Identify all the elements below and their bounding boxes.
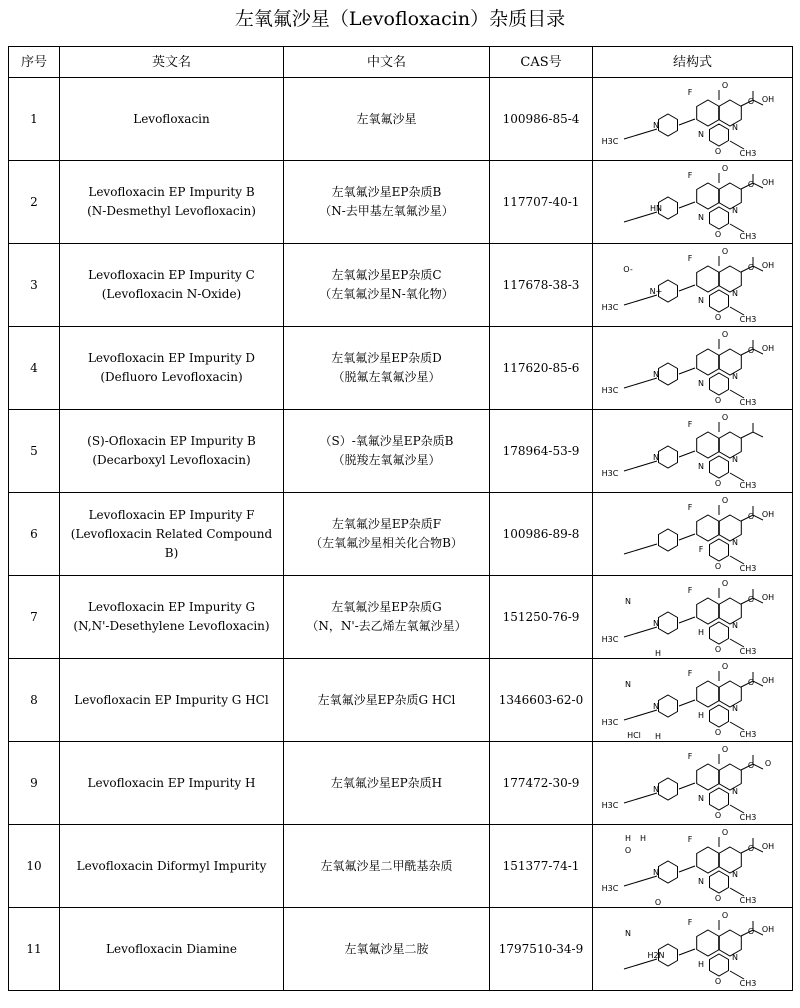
atom-label: OH [761, 261, 774, 270]
header-index: 序号 [9, 47, 60, 78]
levofloxacin-n-oxide-structure-icon [598, 245, 788, 325]
structure-cell [593, 659, 793, 742]
atom-label: O [747, 844, 754, 853]
structure-cell [593, 327, 793, 410]
table-row [9, 410, 793, 493]
cas-number: 151377-74-1 [490, 825, 593, 908]
atom-label: F [687, 669, 692, 678]
structure-cell [593, 244, 793, 327]
structure-cell [593, 742, 793, 825]
atom-label: N [697, 877, 704, 886]
atom-label: N [731, 455, 738, 464]
atom-label: OH [761, 676, 774, 685]
atom-label: H3C [601, 635, 618, 644]
cas-number: 117620-85-6 [490, 327, 593, 410]
english-name: Levofloxacin EP Impurity H [87, 775, 256, 790]
english-name-cell [60, 742, 284, 825]
atom-label: F [687, 752, 692, 761]
cas-number: 117678-38-3 [490, 244, 593, 327]
atom-label: F [687, 420, 692, 429]
atom-label: O [654, 898, 661, 906]
table-row [9, 659, 793, 742]
english-name-cell [60, 244, 284, 327]
decarboxyl-levofloxacin-structure-icon [598, 411, 788, 491]
cas-number: 178964-53-9 [490, 410, 593, 493]
atom-label: O [714, 147, 721, 156]
atom-label: H3C [601, 303, 618, 312]
atom-label: CH3 [739, 647, 756, 656]
atom-label: CH3 [739, 564, 756, 573]
atom-label: N [624, 597, 631, 606]
structure-cell [593, 493, 793, 576]
table-row [9, 78, 793, 161]
atom-label: O [714, 313, 721, 322]
atom-label: H [697, 628, 704, 637]
row-index: 8 [9, 659, 60, 742]
atom-label: O [747, 180, 754, 189]
english-name: Levofloxacin EP Impurity G [87, 600, 256, 614]
chinese-alias: （N，N'-去乙烯左氧氟沙星） [306, 619, 467, 633]
salt-label: HCl [626, 731, 641, 740]
atom-label: O [714, 894, 721, 903]
atom-label: CH3 [739, 315, 756, 324]
atom-label: O [721, 81, 728, 90]
atom-label: F [698, 545, 703, 554]
cas-number: 1346603-62-0 [490, 659, 593, 742]
atom-label: N [697, 379, 704, 388]
atom-label: N [652, 370, 659, 379]
atom-label: H3C [601, 469, 618, 478]
chinese-name-cell [284, 576, 490, 659]
atom-label: O [747, 97, 754, 106]
english-alias: (N,N'-Desethylene Levofloxacin) [73, 619, 270, 633]
atom-label: O [721, 496, 728, 505]
atom-label: H3C [601, 718, 618, 727]
atom-label: H3C [601, 884, 618, 893]
atom-label: CH3 [739, 896, 756, 905]
atom-label: O [714, 728, 721, 737]
atom-label: O [747, 263, 754, 272]
atom-label: N [731, 372, 738, 381]
atom-label: F [687, 254, 692, 263]
chinese-alias: （脱氟左氧氟沙星） [332, 370, 441, 384]
chinese-name: 左氧氟沙星EP杂质G HCl [317, 692, 456, 707]
chinese-name-cell [284, 493, 490, 576]
english-name: (S)-Ofloxacin EP Impurity B [87, 434, 256, 448]
atom-label: N [624, 680, 631, 689]
atom-label: OH [761, 510, 774, 519]
atom-label: N [697, 213, 704, 222]
atom-label: OH [761, 593, 774, 602]
chinese-name-cell [284, 78, 490, 161]
atom-label: CH3 [739, 979, 756, 988]
atom-label: F [687, 918, 692, 927]
atom-label: CH3 [739, 149, 756, 158]
atom-label: O [721, 911, 728, 920]
english-name: Levofloxacin EP Impurity C [88, 268, 255, 282]
atom-label: F [687, 835, 692, 844]
english-alias: (Decarboxyl Levofloxacin) [92, 453, 251, 467]
atom-label: HN [649, 204, 662, 213]
atom-label: O [747, 927, 754, 936]
chinese-alias: （左氧氟沙星相关化合物B） [310, 536, 463, 550]
atom-label: O [721, 413, 728, 422]
atom-label: H3C [601, 386, 618, 395]
atom-label: O [714, 811, 721, 820]
header-cas-number: CAS号 [490, 47, 593, 78]
atom-label: OH [761, 925, 774, 934]
atom-label: O [721, 330, 728, 339]
levofloxacin-ethyl-ester-structure-icon [598, 743, 788, 823]
page-title: 左氧氟沙星（Levofloxacin）杂质目录 [234, 8, 566, 30]
atom-label: N [697, 130, 704, 139]
desethylene-levofloxacin-structure-icon [598, 577, 788, 657]
atom-label: O [764, 759, 771, 768]
atom-label: F [687, 171, 692, 180]
english-name: Levofloxacin EP Impurity B [88, 185, 255, 199]
chinese-name: 左氧氟沙星二胺 [344, 941, 429, 956]
row-index: 7 [9, 576, 60, 659]
english-name-cell [60, 493, 284, 576]
cas-number: 100986-89-8 [490, 493, 593, 576]
cas-number: 177472-30-9 [490, 742, 593, 825]
row-index: 5 [9, 410, 60, 493]
atom-label: N [652, 785, 659, 794]
cas-number: 100986-85-4 [490, 78, 593, 161]
atom-label: N [731, 953, 738, 962]
header-english-name: 英文名 [60, 47, 284, 78]
atom-label: H2N [646, 951, 665, 960]
atom-label: OH [761, 178, 774, 187]
atom-label: O [747, 512, 754, 521]
row-index: 4 [9, 327, 60, 410]
atom-label: N [697, 296, 704, 305]
atom-label: H3C [601, 137, 618, 146]
atom-label: CH3 [739, 730, 756, 739]
structure-cell [593, 161, 793, 244]
row-index: 10 [9, 825, 60, 908]
desethylene-levofloxacin-hcl-structure-icon [598, 660, 788, 740]
atom-label: CH3 [739, 232, 756, 241]
english-name-cell [60, 908, 284, 991]
atom-label: H [654, 732, 661, 740]
chinese-name-cell [284, 742, 490, 825]
chinese-name-cell [284, 410, 490, 493]
english-name: Levofloxacin EP Impurity F [88, 507, 255, 522]
atom-label: O [714, 562, 721, 571]
atom-label: N [652, 453, 659, 462]
atom-label: F [687, 88, 692, 97]
chinese-name-cell [284, 659, 490, 742]
atom-label: O [721, 247, 728, 256]
english-name: Levofloxacin EP Impurity D [87, 351, 256, 365]
chinese-alias: （左氧氟沙星N-氧化物） [319, 287, 454, 301]
table-row [9, 825, 793, 908]
atom-label: N [731, 704, 738, 713]
atom-label: CH3 [739, 813, 756, 822]
english-name-cell [60, 327, 284, 410]
defluoro-levofloxacin-structure-icon [598, 328, 788, 408]
atom-label: N [731, 870, 738, 879]
row-index: 1 [9, 78, 60, 161]
atom-label: O [721, 745, 728, 754]
chinese-alias: （N-去甲基左氧氟沙星） [319, 204, 454, 218]
english-alias: (Levofloxacin Related Compound B) [70, 526, 273, 560]
atom-label: N [652, 868, 659, 877]
english-name-cell [60, 576, 284, 659]
english-name: Levofloxacin Diformyl Impurity [76, 858, 267, 873]
chinese-name: 左氧氟沙星EP杂质G [331, 600, 442, 614]
english-name-cell [60, 410, 284, 493]
atom-label: F [687, 586, 692, 595]
table-row [9, 327, 793, 410]
atom-label: O [747, 678, 754, 687]
atom-label: O [721, 662, 728, 671]
atom-label: O [714, 230, 721, 239]
row-index: 3 [9, 244, 60, 327]
atom-label: H [697, 711, 704, 720]
table-row [9, 244, 793, 327]
row-index: 6 [9, 493, 60, 576]
atom-label: F [687, 503, 692, 512]
atom-label: OH [761, 344, 774, 353]
english-alias: (N-Desmethyl Levofloxacin) [87, 204, 256, 218]
cas-number: 1797510-34-9 [490, 908, 593, 991]
atom-label: N [731, 621, 738, 630]
atom-label: H [624, 834, 631, 843]
structure-cell [593, 78, 793, 161]
n-desmethyl-levofloxacin-structure-icon [598, 162, 788, 242]
chinese-name: 左氧氟沙星EP杂质C [331, 268, 442, 282]
atom-label: O [714, 396, 721, 405]
header-chinese-name: 中文名 [284, 47, 490, 78]
chinese-name-cell [284, 244, 490, 327]
levofloxacin-structure-icon [598, 79, 788, 159]
difluoro-quinolone-structure-icon [598, 494, 788, 574]
atom-label: H [654, 649, 661, 657]
chinese-name: （S）-氧氟沙星EP杂质B [319, 434, 454, 448]
atom-label: H [697, 960, 704, 969]
row-index: 2 [9, 161, 60, 244]
atom-label: N [652, 619, 659, 628]
english-name-cell [60, 659, 284, 742]
structure-cell [593, 908, 793, 991]
chinese-name: 左氧氟沙星EP杂质D [331, 351, 442, 365]
atom-label: O [624, 846, 631, 855]
atom-label: O [714, 479, 721, 488]
chinese-alias: （脱羧左氧氟沙星） [332, 453, 441, 467]
atom-label: H3C [601, 801, 618, 810]
table-row [9, 742, 793, 825]
english-name: Levofloxacin [133, 111, 210, 126]
atom-label: O [721, 828, 728, 837]
atom-label: O [721, 164, 728, 173]
english-alias: (Levofloxacin N-Oxide) [101, 287, 242, 301]
chinese-name: 左氧氟沙星二甲酰基杂质 [320, 858, 453, 873]
atom-label: N [731, 289, 738, 298]
atom-label: O [721, 579, 728, 588]
chinese-name: 左氧氟沙星EP杂质F [331, 517, 442, 531]
atom-label: OH [761, 842, 774, 851]
atom-label: O [747, 761, 754, 770]
english-name-cell [60, 161, 284, 244]
table-row [9, 493, 793, 576]
english-name-cell [60, 825, 284, 908]
atom-label: H [639, 834, 646, 843]
english-name: Levofloxacin Diamine [106, 941, 237, 956]
cas-number: 117707-40-1 [490, 161, 593, 244]
atom-label: N [652, 702, 659, 711]
row-index: 11 [9, 908, 60, 991]
table-row [9, 908, 793, 991]
atom-label: N+ [649, 287, 662, 296]
atom-label: CH3 [739, 481, 756, 490]
atom-label: N [731, 206, 738, 215]
row-index: 9 [9, 742, 60, 825]
atom-label: N [697, 794, 704, 803]
chinese-name-cell [284, 908, 490, 991]
atom-label: N [624, 929, 631, 938]
levofloxacin-diamine-structure-icon [598, 909, 788, 989]
chinese-name-cell [284, 825, 490, 908]
atom-label: OH [761, 95, 774, 104]
atom-label: O [714, 977, 721, 986]
levofloxacin-diformyl-structure-icon [598, 826, 788, 906]
chinese-name: 左氧氟沙星 [356, 111, 417, 126]
header-structure: 结构式 [593, 47, 793, 78]
atom-label: N [731, 787, 738, 796]
atom-label: O- [622, 265, 633, 274]
structure-cell [593, 410, 793, 493]
chinese-name: 左氧氟沙星EP杂质H [330, 775, 443, 790]
atom-label: O [714, 645, 721, 654]
table-row [9, 576, 793, 659]
table-header-row [9, 47, 793, 78]
chinese-name-cell [284, 161, 490, 244]
english-name-cell [60, 78, 284, 161]
english-name: Levofloxacin EP Impurity G HCl [74, 692, 269, 707]
atom-label: CH3 [739, 398, 756, 407]
atom-label: N [731, 538, 738, 547]
chinese-name: 左氧氟沙星EP杂质B [331, 185, 442, 199]
atom-label: N [652, 121, 659, 130]
impurity-table [8, 46, 793, 991]
chinese-name-cell [284, 327, 490, 410]
table-row [9, 161, 793, 244]
atom-label: N [731, 123, 738, 132]
atom-label: O [747, 595, 754, 604]
atom-label: N [697, 462, 704, 471]
english-alias: (Defluoro Levofloxacin) [100, 370, 243, 384]
atom-label: O [747, 346, 754, 355]
cas-number: 151250-76-9 [490, 576, 593, 659]
structure-cell [593, 825, 793, 908]
structure-cell [593, 576, 793, 659]
